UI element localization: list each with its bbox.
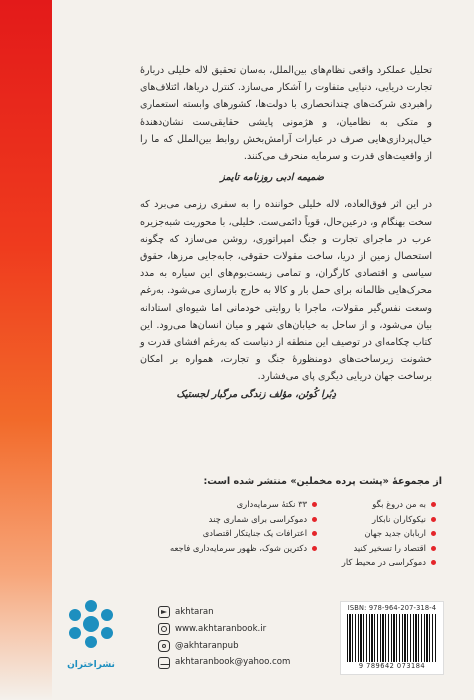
series-item-label: به من دروغ بگو — [372, 499, 426, 509]
series-list — [170, 498, 436, 570]
series-item-label: اقتصاد را تسخیر کنید — [353, 542, 426, 553]
publisher-logo — [60, 594, 122, 674]
globe-icon — [158, 623, 170, 635]
isbn-label: ISBN: 978-964-207-318-4 — [347, 604, 437, 612]
series-item — [170, 513, 317, 527]
telegram-handle: akhtaran — [175, 607, 214, 617]
series-item-label: اعترافات یک جنایتکار اقتصادی — [202, 528, 308, 538]
email-address: akhtaranbook@yahoo.com — [175, 657, 291, 668]
blurb-paragraph-2: در این اثر فوق‌العاده، لاله خلیلی خواننده را به سفری رزمی می‌برد که سخت بهنگام و، درعین‌حال، قویاً دائمی‌ست. خلیلی، با محوریت شبه‌جزیره عرب در ماجرای تجارت و جنگ امپراتوری، روشن می‌سازد که چگونه استحصال زمین از دریا، ساخت مقولات حقوقی، جابه‌جایی مرزها، حقوق سیاسی و اقتصادی کارگران، و تمامی زیست‌بوم‌های این سیاره به مدد محرک‌هایی ظالمانه برای حمل بار و کالا به خارج بازسازی می‌شود. به‌رغم وسعت نفس‌گیر مقولات، ماجرا با روایتی خودمانی اما شیوه‌ای استادانه بیان می‌شود، و از ساحل به خیابان‌های شهر و میان انسان‌ها می‌رود. این کتاب چکامه‌ای در توصیف این منطقه از دنیاست که به‌رغم افشای قدرت و خشونت زیرساخت‌های دومنظورهٔ جنگ و تجارت، همواره بر امکان برساخت جهان دریایی دیگری پای می‌فشارد. — [140, 199, 432, 383]
instagram-row[interactable] — [158, 638, 298, 655]
series-item — [327, 556, 436, 570]
series-item-label: دموکراسی در محیط کار — [341, 557, 426, 567]
website-url: www.akhtaranbook.ir — [175, 623, 267, 634]
bullet-icon — [312, 502, 317, 507]
telegram-icon — [158, 606, 170, 618]
email-row[interactable] — [158, 654, 298, 671]
series-item-label: اربابان جدید جهان — [364, 528, 426, 538]
series-item — [170, 527, 317, 541]
website-row[interactable] — [158, 621, 298, 638]
instagram-icon — [158, 640, 170, 652]
bullet-icon — [431, 546, 436, 551]
blurb-paragraph-1: تحلیل عملکرد واقعی نظام‌های بین‌الملل، به‌سان تحقیق لاله خلیلی دربارهٔ تجارت دریایی، دنیایی متفاوت را آشکار می‌سازد. کنترل دریاها، ائتلاف‌های راهبردی شرکت‌های چندانحصاری با دولت‌ها، کشورهای وابسته استعماری و متکی به نظامیان، و هژمونی پایشی حقایقی‌ست نشان‌دهندهٔ خیال‌پردازی‌هایی صرف در عبارات آرامش‌بخش روابط بین‌الملل که ما را از واقعیت‌های قدرت و سرمایه منحرف می‌کنند. — [140, 65, 432, 163]
barcode-bars — [347, 614, 437, 662]
series-item — [327, 513, 436, 527]
mail-icon — [158, 657, 170, 669]
contact-block — [158, 604, 298, 671]
bullet-icon — [431, 502, 436, 507]
publisher-name: نشراختران — [67, 660, 115, 670]
series-item-label: ۳۳ نکتهٔ سرمایه‌داری — [236, 499, 308, 509]
bullet-icon — [312, 546, 317, 551]
series-item-label: دکترین شوک، ظهور سرمایه‌داری فاجعه — [170, 542, 308, 553]
series-heading: از مجموعهٔ «پشت پرده مخملین» منتشر شده است: — [203, 476, 442, 487]
series-item — [327, 498, 436, 512]
publisher-logo-icon — [60, 594, 122, 654]
instagram-handle: @akhtaranpub — [175, 640, 239, 651]
series-item — [170, 542, 317, 556]
bullet-icon — [431, 560, 436, 565]
blurb-text — [140, 62, 432, 403]
red-gradient-spine — [0, 0, 52, 700]
series-item — [327, 542, 436, 556]
bullet-icon — [312, 517, 317, 522]
review-credit-2: دِبُرا کُوئن، مؤلف زندگی مرگبار لجستیک — [176, 388, 336, 400]
bullet-icon — [431, 517, 436, 522]
barcode-digits: 9 789642 073184 — [358, 662, 426, 670]
series-item — [327, 527, 436, 541]
isbn-barcode — [340, 601, 444, 675]
series-item-empty — [170, 556, 317, 570]
review-credit-1: ضمیمه ادبی روزنامه تایمز — [220, 172, 324, 184]
series-item-label: نیکوکاران نابکار — [372, 513, 426, 524]
series-item — [170, 498, 317, 512]
bullet-icon — [312, 531, 317, 536]
telegram-row[interactable] — [158, 604, 298, 621]
series-item-label: دموکراسی برای شماری چند — [208, 513, 308, 524]
bullet-icon — [431, 531, 436, 536]
